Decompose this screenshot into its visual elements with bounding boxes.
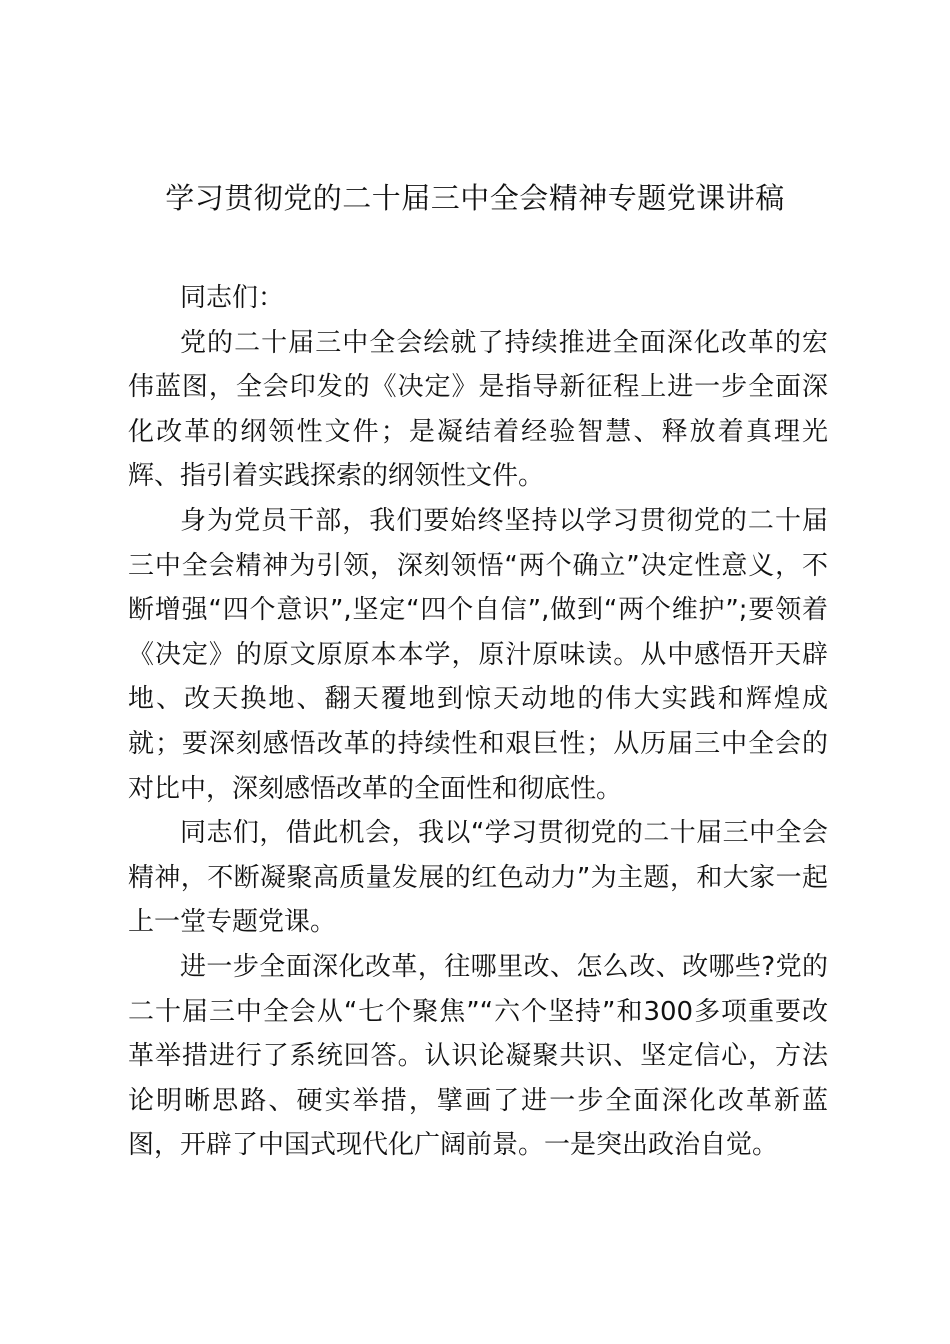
paragraph-1: 党的二十届三中全会绘就了持续推进全面深化改革的宏伟蓝图，全会印发的《决定》是指导新征程上进一步全面深化改革的纲领性文件；是凝结着经验智慧、释放着真理光辉、指引着实践探索的纲领性文件。 bbox=[128, 327, 828, 492]
document-title: 学习贯彻党的二十届三中全会精神专题党课讲稿 bbox=[165, 181, 785, 215]
paragraph-2: 身为党员干部，我们要始终坚持以学习贯彻党的二十届三中全会精神为引领，深刻领悟“两个确立”决定性意义，不断增强“四个意识”,坚定“四个自信”,做到“两个维护”;要领着《决定》的原文原原本本学，原汁原味读。从中感悟开天辟地、改天换地、翻天覆地到惊天动地的伟大实践和辉煌成就；要深刻感悟改革的持续性和艰巨性；从历届三中全会的对比中，深刻感悟改革的全面性和彻底性。 bbox=[128, 505, 828, 804]
paragraph-3: 同志们，借此机会，我以“学习贯彻党的二十届三中全会精神，不断凝聚高质量发展的红色动力”为主题，和大家一起上一堂专题党课。 bbox=[128, 818, 828, 938]
document-body bbox=[128, 276, 828, 1168]
paragraph-4: 进一步全面深化改革，往哪里改、怎么改、改哪些?党的二十届三中全会从“七个聚焦”“六个坚持”和300多项重要改革举措进行了系统回答。认识论凝聚共识、坚定信心，方法论明晰思路、硬实举措，擘画了进一步全面深化改革新蓝图，开辟了中国式现代化广阔前景。一是突出政治自觉。 bbox=[128, 951, 828, 1161]
greeting: 同志们： bbox=[180, 283, 285, 313]
